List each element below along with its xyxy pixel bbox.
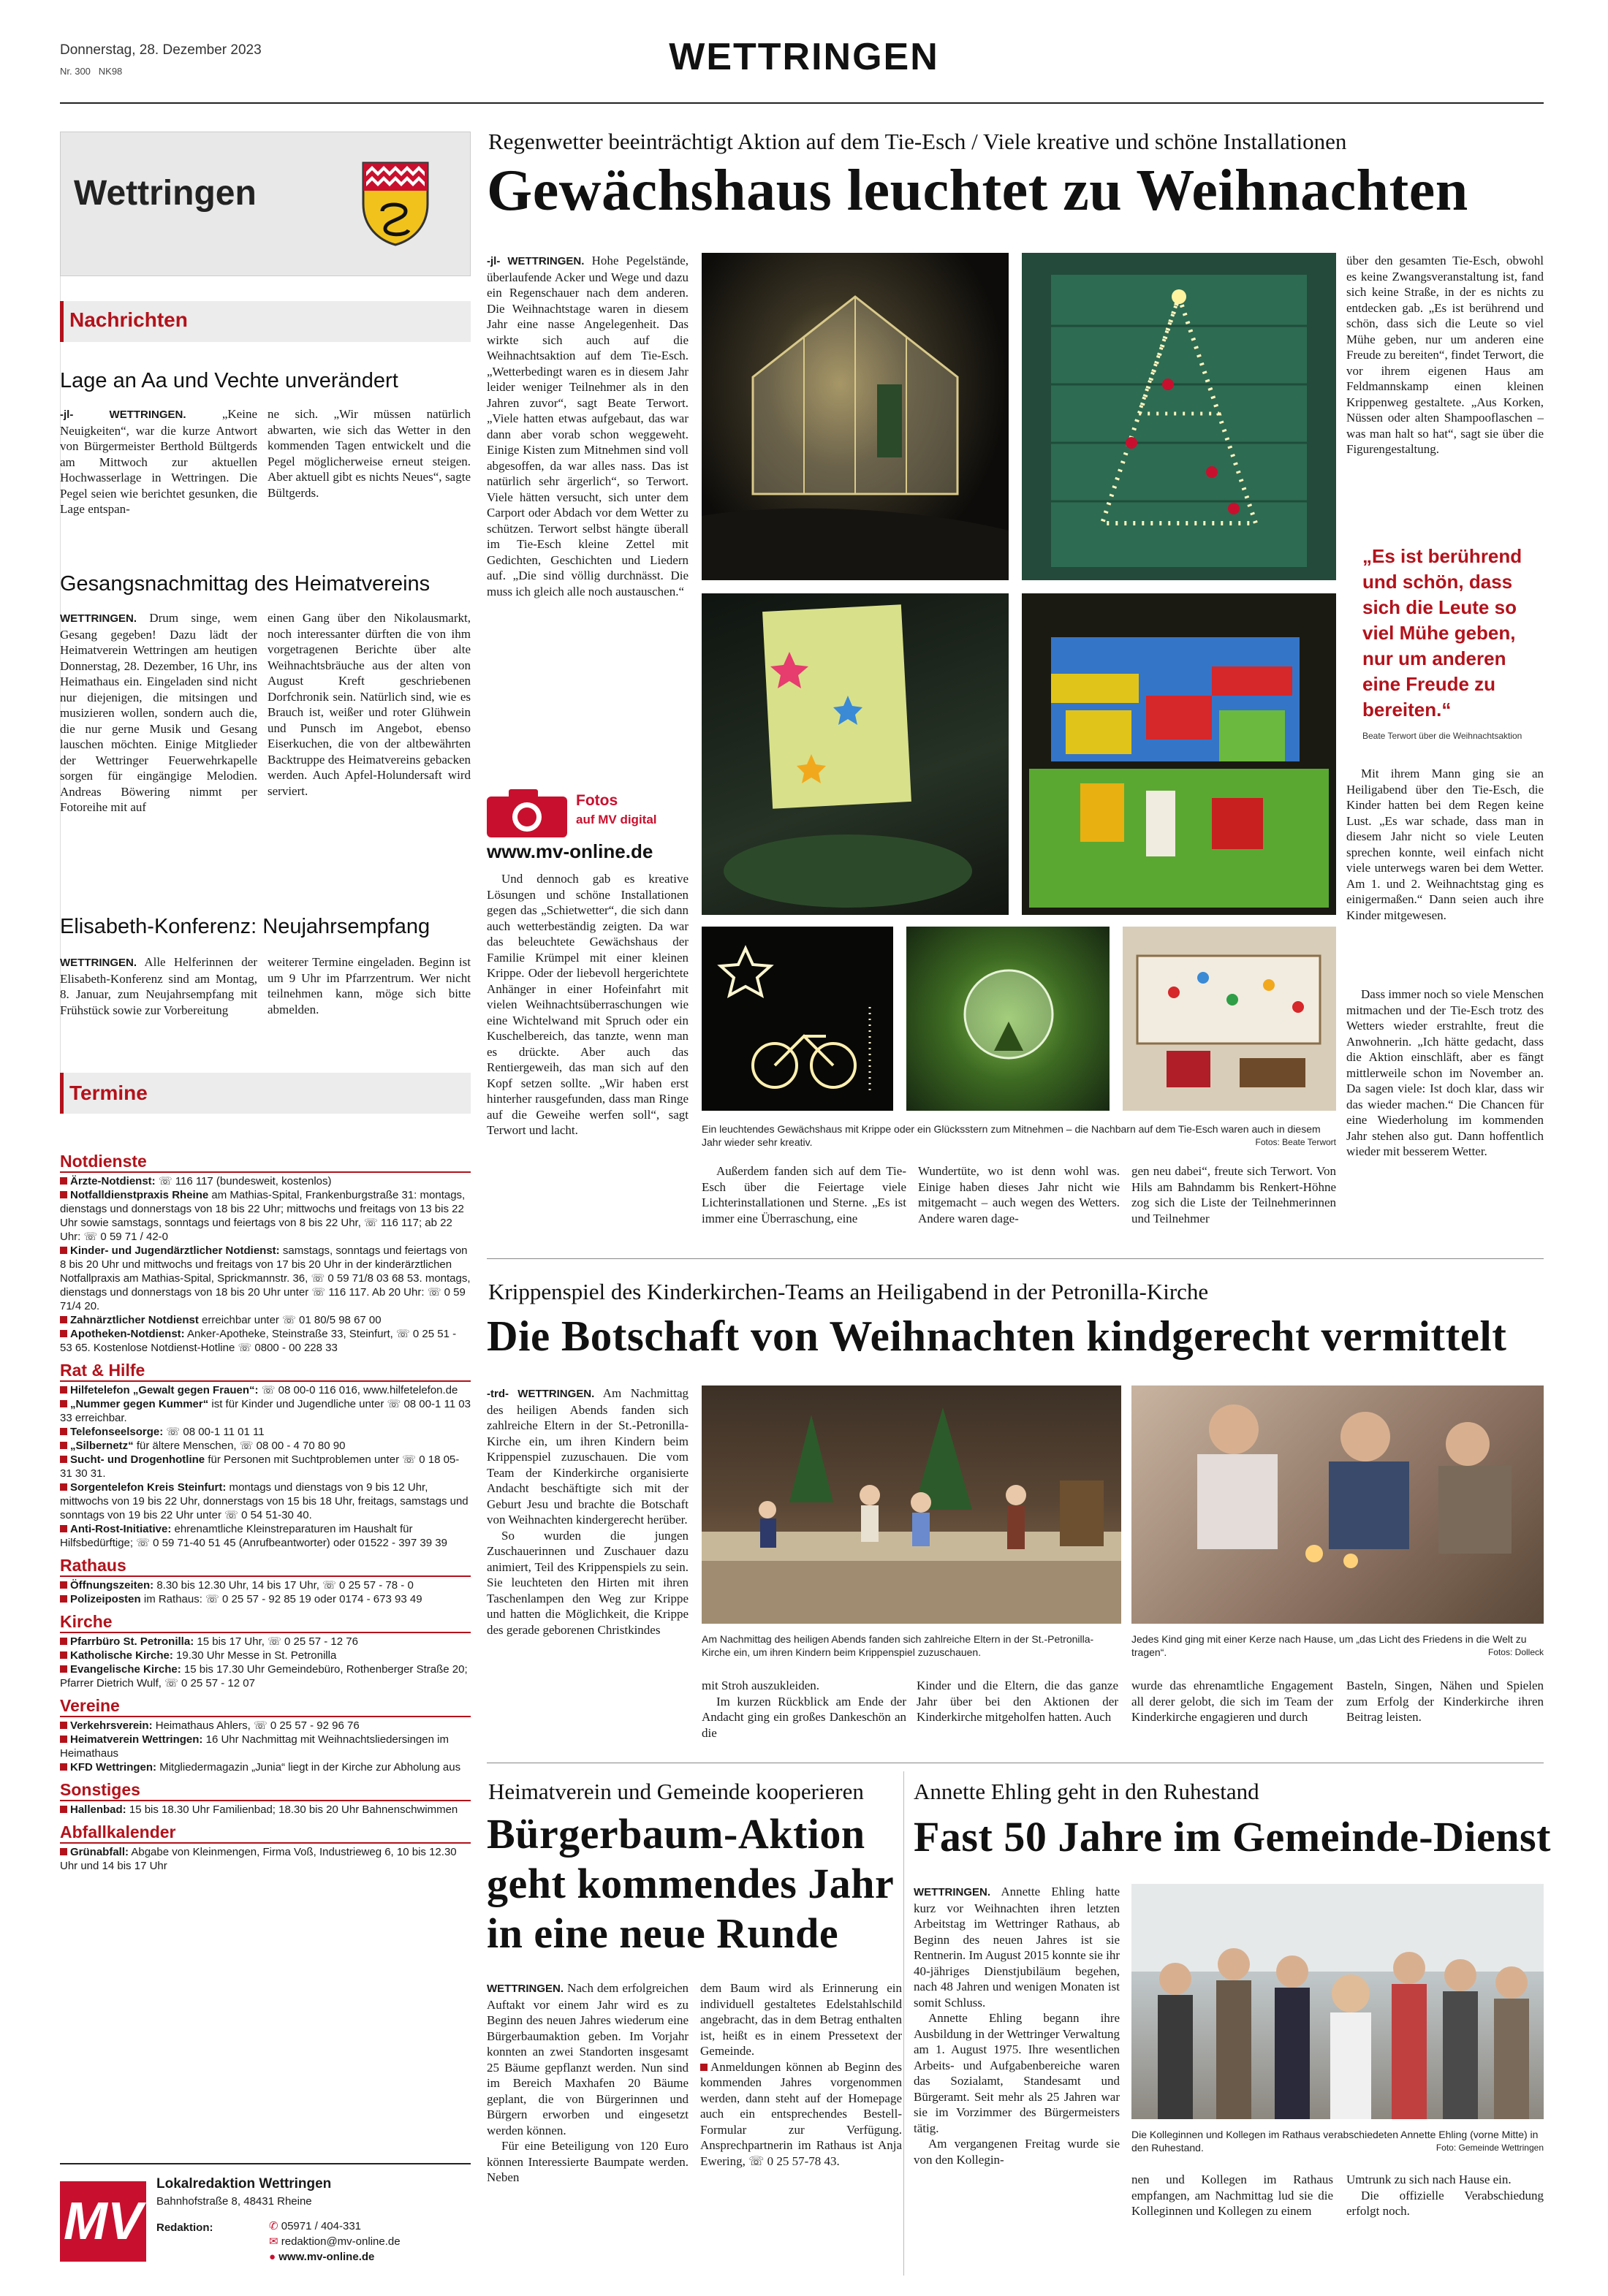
news2-dateline: WETTRINGEN. <box>60 612 137 625</box>
svc-cat-vereine: Vereine <box>60 1696 471 1717</box>
news1-col2 <box>268 406 471 501</box>
termine-label: Termine <box>69 1082 148 1104</box>
photo-trailer <box>1123 927 1336 1111</box>
article4-col2-text: nen und Kollegen im Rathaus empfangen, am Nachmittag lud sie die Kolleginnen und Kollegen zu einem <box>1131 2173 1333 2218</box>
news3-text1: Alle Helferinnen der Elisabeth-Konferenz sind am Montag, 8. Januar, zum Neujahrsempfang mit Frühstück sowie zur Vorbereitung <box>60 955 257 1017</box>
news2-text1: Drum singe, wem Gesang gegeben! Dazu lädt der Heimatverein Wettringen am heutigen Donnerstag, 28. Dezember, 16 Uhr, ins Heimathaus ein. Eingeladen sind nicht nur diejenigen, die mitsingen und musizieren wollen, sondern auch die, die nur gerne Musik und Gesang lauschen möchten. Einige Mitglieder der Wettringer Feuerwehrkapelle sorgen für eingängige Melodien. Andreas Böwering nimmt per Fotoreihe mit auf <box>60 611 258 814</box>
promo-line2: auf MV digital <box>576 813 657 826</box>
lit-bicycle-illustration <box>702 927 893 1111</box>
footer-phone-row <box>269 2219 401 2234</box>
article4-col2 <box>1131 2172 1333 2219</box>
article1-caption <box>702 1122 1336 1149</box>
article2-col2b-text: Im kurzen Rückblick am Ende der Andacht ging ein großes Dankeschön an die <box>702 1694 906 1740</box>
article2-col3-text: Kinder und die Eltern, die das ganze Jahr über bei den Aktionen der Kinderkirche mitgeholfen hatten. Auch <box>917 1679 1118 1724</box>
coat-of-arms-icon <box>360 160 431 246</box>
svc-cat-rathaus: Rathaus <box>60 1556 471 1577</box>
photo-nativity-play <box>702 1385 1121 1624</box>
pull-quote: „Es ist berührend und schön, dass sich die Leute so viel Mühe geben, nur um anderen eine Freude zu bereiten.“ <box>1362 545 1522 721</box>
article1-col1b <box>487 871 689 1139</box>
footer-name: Lokalredaktion Wettringen <box>156 2176 332 2192</box>
article4-col1-text: Annette Ehling hatte kurz vor Weihnachten ihren letzten Arbeitstag im Wettringer Rathaus, ab Beginn des neuen Jahres ist sie Rentnerin. Im August 2015 konnte sie ihr 40-jähriges Dienstjubiläum begehen, nach 48 Jahren und wenigen Monaten ist somit Schluss. <box>914 1885 1120 2010</box>
issue-nr: Nr. 300 <box>60 66 91 77</box>
article1-col4 <box>1131 1163 1336 1226</box>
news1-dateline: -jl- WETTRINGEN. <box>60 408 186 421</box>
footer-rule <box>60 2163 471 2164</box>
svc-group-rat-hilfe <box>60 1361 471 1550</box>
article3-kicker: Heimatverein und Gemeinde kooperieren <box>488 1779 864 1804</box>
article1-col5c-text: Dass immer noch so viele Menschen mitmachen und der Tie-Esch trotz des Wetters wieder erstrahlte, freut die Anwohnerin. „Ich hätte gedacht, dass die Aktion einschläft, aber es fängt mittlerweile schon im November an. Da sagen viele: Ist doch klar, dass wir das wieder machen.“ Die Chancen für eine Wiederholung im kommenden Jahr stehen also gut. Dann hoffentlich wieder mit besserem Wetter. <box>1346 987 1544 1158</box>
article4-col3b-text: Die offizielle Verabschiedung erfolgt noch. <box>1346 2188 1544 2218</box>
article3-headline <box>487 1809 894 1958</box>
sidebar-title-box <box>60 132 471 276</box>
mv-logo: MV <box>60 2181 146 2262</box>
bullet-icon <box>700 2064 708 2071</box>
svc-item: Grünabfall: Abgabe von Kleinmengen, Firma Voß, Industrieweg 6, 10 bis 12.30 Uhr und 14 bis 17 Uhr <box>60 1846 457 1872</box>
svc-item: Öffnungszeiten: 8.30 bis 12.30 Uhr, 14 bis 17 Uhr, ☏ 0 25 57 - 78 - 0 <box>60 1578 471 1592</box>
article1-col3-text: Wundertüte, wo ist denn wohl was. Einige haben dieses Jahr nicht wie mitgemacht – auch wegen des Wetters. Andere waren dage- <box>918 1164 1120 1225</box>
photo-greenhouse <box>702 253 1009 580</box>
svc-item: Katholische Kirche: 19.30 Uhr Messe in St. Petronilla <box>60 1649 471 1662</box>
photo-candles <box>1131 1385 1544 1624</box>
svc-item: Sorgentelefon Kreis Steinfurt: montags und dienstags von 9 bis 12 Uhr, mittwochs von 19 bis 22 Uhr, donnerstags von 15 bis 18 Uhr, freitags, samstags und sonntags von 19 bis 22 Uhr unter ☏ 0 54 51-30 40. <box>60 1481 469 1521</box>
svc-item: Telefonseelsorge: ☏ 08 00-1 11 01 11 <box>60 1425 471 1439</box>
greenhouse-illustration <box>702 253 1009 580</box>
article2-col1b-text: So wurden die jungen Zuschauerinnen und Zuschauer dazu animiert, Teil des Krippenspiels zu sein. Sie leuchteten den Hirten mit ihren Taschenlampen den Weg zur Krippe und hatten die Möglichkeit, die Krippe des gerade geborenen Christkindes <box>487 1528 689 1637</box>
article4-dateline: WETTRINGEN. <box>914 1886 990 1898</box>
article1-col1b-text: Und dennoch gab es kreative Lösungen und schöne Installationen gegen das „Schietwetter“, die sich dann auch wetterbeständig zeigten. Da war das beleuchtete Gewächshaus der Familie Krümpel mit einer kleinen Krippe. Oder der liebevoll hergerichtete Anhänger in einer Hofeinfahrt mit vielen Weihnachtsüberraschungen wie eine Wichtelwand mit Spruch oder ein Kuschelbereich, das tanzte, wenn man es drückte. Aber auch das Rentiergeweih, das man sich auf den Kopf setzen sollte. „Wir haben erst hinterher rausgefunden, dass man Ringe auf die Geweihe werfen soll“, sagt Terwort und lacht. <box>487 872 689 1137</box>
svc-item: Anti-Rost-Initiative: ehrenamtliche Kleinstreparaturen im Haushalt für Hilfsbedürftige; ☏ 0 59 71-40 51 45 (Anrufbeantworter) oder 01522 - 397 39 39 <box>60 1523 447 1549</box>
news2-col2 <box>268 610 471 799</box>
news1-text2: ne sich. „Wir müssen natürlich abwarten, wie sich das Wetter in den kommenden Tagen entwickelt und die Pegel möglicherweise erneut steigen. Aber aktuell gibt es nichts Neues“, sagte Bültgerds. <box>268 407 471 500</box>
article2-col2-text: mit Stroh auszukleiden. <box>702 1679 820 1692</box>
issue-date: Donnerstag, 28. Dezember 2023 <box>60 42 262 58</box>
article3-col1-text: Nach dem erfolgreichen Auftakt vor einem Jahr wird es zu Beginn des neuen Jahres wiederum eine Bürgerbaumaktion geben. Im Vorjahr konnten an zwei Standorten insgesamt 25 Bäume gepflanzt werden. Nun sind im Bereich Maxhafen 20 Bäume geplant, die von Bürgerinnen und Bürgern erworben und eingesetzt werden können. <box>487 1981 689 2137</box>
svc-item: Evangelische Kirche: 15 bis 17.30 Uhr Gemeindebüro, Rothenberger Straße 20; Pfarrer Dietrich Wulf, ☏ 0 25 57 - 12 07 <box>60 1663 468 1689</box>
svc-group-vereine <box>60 1696 471 1774</box>
photo-colleagues <box>1131 1884 1544 2119</box>
news2-headline: Gesangsnachmittag des Heimatvereins <box>60 572 431 596</box>
article2-col1 <box>487 1385 689 1638</box>
svc-cat-rat-hilfe: Rat & Hilfe <box>60 1361 471 1382</box>
article-divider <box>487 1258 1544 1259</box>
article1-col2-text: Außerdem fanden sich auf dem Tie-Esch über die Feiertage viele Lichterinstallationen und Sterne. „Es ist immer eine Überraschung, eine <box>702 1164 906 1225</box>
article1-col5a <box>1346 253 1544 457</box>
article1-caption-text: Ein leuchtendes Gewächshaus mit Krippe oder ein Glücksstern zum Mitnehmen – die Nachbarn auf dem Tie-Esch waren auch in diesem Jahr wieder sehr kreativ. <box>702 1123 1321 1148</box>
news3-dateline: WETTRINGEN. <box>60 957 137 969</box>
photo-lego-crib <box>1022 593 1336 915</box>
article4-col1c-text: Am vergangenen Freitag wurde sie von den Kollegin- <box>914 2137 1120 2167</box>
svc-group-kirche <box>60 1612 471 1690</box>
footer-address: Bahnhofstraße 8, 48431 Rheine <box>156 2195 312 2208</box>
article3-col1b-text: Für eine Beteiligung von 120 Euro können Interessierte Baumpate werden. Neben <box>487 2139 689 2184</box>
svc-group-notdienste <box>60 1152 471 1355</box>
photo-lit-bicycle <box>702 927 893 1111</box>
svc-item: Verkehrsverein: Heimathaus Ahlers, ☏ 0 25 57 - 92 96 76 <box>60 1719 471 1733</box>
section-title: WETTRINGEN <box>669 36 939 78</box>
svc-item: Apotheken-Notdienst: Anker-Apotheke, Steinstraße 33, Steinfurt, ☏ 0 25 51 - 53 65. Kostenlose Notdienst-Hotline ☏ 0800 - 00 228 33 <box>60 1328 457 1354</box>
svc-item: KFD Wettringen: Mitgliedermagazin „Junia“ liegt in der Kirche zur Abholung aus <box>60 1760 471 1774</box>
svc-item: Ärzte-Notdienst: ☏ 116 117 (bundesweit, kostenlos) <box>60 1174 471 1188</box>
article1-col5c <box>1346 987 1544 1160</box>
nachrichten-header <box>60 301 471 342</box>
news1-col1 <box>60 406 257 517</box>
article2-caption2-box <box>1131 1632 1544 1659</box>
camera-icon <box>487 788 567 837</box>
service-listings <box>60 1146 471 1873</box>
article1-col3 <box>918 1163 1120 1226</box>
article2-col4 <box>1131 1678 1333 1725</box>
article4-col3-text: Umtrunk zu sich nach Hause ein. <box>1346 2173 1512 2186</box>
article2-kicker: Krippenspiel des Kinderkirchen-Teams an Heiligabend in der Petronilla-Kirche <box>488 1279 1209 1304</box>
svc-item: Zahnärztlicher Notdienst erreichbar unter ☏ 01 80/5 98 67 00 <box>60 1313 471 1327</box>
sidebar-title: Wettringen <box>74 174 257 213</box>
footer-phone: 05971 / 404-331 <box>281 2220 362 2232</box>
promo-line1: Fotos <box>576 792 618 809</box>
footer-email[interactable]: redaktion@mv-online.de <box>281 2235 401 2248</box>
svc-cat-kirche: Kirche <box>60 1612 471 1633</box>
nativity-play-illustration <box>702 1385 1121 1624</box>
candles-illustration <box>1131 1385 1544 1624</box>
svc-group-abfall <box>60 1822 471 1873</box>
trailer-illustration <box>1123 927 1336 1111</box>
article4-caption: Die Kolleginnen und Kollegen im Rathaus verabschiedeten Annette Ehling (vorne Mitte) in den Ruhestand. <box>1131 2129 1539 2154</box>
article3-col2 <box>700 1980 902 2169</box>
wish-board-illustration <box>702 593 1009 915</box>
svc-item: Polizeiposten im Rathaus: ☏ 0 25 57 - 92 85 19 oder 0174 - 673 93 49 <box>60 1592 471 1606</box>
article4-col1 <box>914 1884 1120 2167</box>
article3-col2-text: dem Baum wird als Erinnerung ein individuell gestaltetes Edelstahlschild angebracht, das in dem Betrag enthalten ist, heißt es in einem Pressetext der Gemeinde. <box>700 1981 902 2058</box>
mail-icon: ✉ <box>269 2235 278 2248</box>
article3-dateline: WETTRINGEN. <box>487 1983 564 1995</box>
article1-col5b-text: Mit ihrem Mann ging sie an Heiligabend über den Tie-Esch, die Kinder hatten bei dem Regen keine Lust. „Es war schade, dass man in diesem Jahr nicht so viele Leuten sprechen konnte, weil einfach nicht viele unterwegs waren bei dem Wetter. Am 1. und 2. Weihnachtstag ging es einigermaßen.“ Dann seien auch ihre Kinder mitgewesen. <box>1346 767 1544 922</box>
article1-col1 <box>487 253 689 599</box>
news2-text2: einen Gang über den Nikolausmarkt, noch interessanter dürften die von ihm vorgetragenen Berichte über alte Weihnachtsbräuche aus der alten von August Kreft geschriebenen Dorfchronik sein. Natürlich sind, wie es Brauch ist, weißer und roter Glühwein und Punsch im Angebot, ebenso Eiserkuchen, die von der altbewährten Backtruppe des Heimatvereins gebacken werden. Auch Apfel-Holundersaft wird serviert. <box>268 611 471 798</box>
article3-col2b-text: Anmeldungen können ab Beginn des kommenden Jahres vorgenommen werden, dann steht auf der Homepage auch ein entsprechendes Bestell-Formular zur Verfügung. Ansprechpartnerin im Rathaus ist Anja Ewering, ☏ 0 25 57-78 43. <box>700 2059 902 2168</box>
svc-cat-notdienste: Notdienste <box>60 1152 471 1173</box>
lego-crib-illustration <box>1022 593 1336 915</box>
svc-item: Sucht- und Drogenhotline für Personen mit Suchtproblemen unter ☏ 0 18 05-31 30 31. <box>60 1453 460 1480</box>
promo-url[interactable]: www.mv-online.de <box>487 840 653 862</box>
globe-icon: ● <box>269 2251 276 2263</box>
article3-headline-line: in eine neue Runde <box>487 1909 839 1957</box>
footer-contacts <box>269 2219 401 2265</box>
colleagues-illustration <box>1131 1884 1544 2119</box>
photo-wish-board <box>702 593 1009 915</box>
article1-dateline: -jl- WETTRINGEN. <box>487 255 585 267</box>
article1-kicker: Regenwetter beeinträchtigt Aktion auf dem Tie-Esch / Viele kreative und schöne Installationen <box>488 129 1347 154</box>
article1-col5a-text: über den gesamten Tie-Esch, obwohl es keine Zwangsveranstaltung ist, fand sich keine Straße, in der es nichts zu entdecken gab. „Es ist berührend und schön, dass sich die Leute so viel Mühe geben, nur um anderen eine Freude zu bereiten“, findet Terwort, die vor ihrem eigenen Haus am Feldmannskamp einen kleinen Krippenweg gestaltete. „Aus Korken, Nüssen oder alten Shampooflaschen – was man halt so hat“, sagt sie über die Figurengestaltung. <box>1346 254 1544 456</box>
svc-group-rathaus <box>60 1556 471 1606</box>
article3-headline-line: geht kommendes Jahr <box>487 1860 895 1907</box>
photo-glass-ornament <box>906 927 1110 1111</box>
article2-caption2: Jedes Kind ging mit einer Kerze nach Hause, um „das Licht des Friedens in die Welt zu tragen“. <box>1131 1633 1527 1658</box>
news2-col1 <box>60 610 257 816</box>
svc-cat-sonstiges: Sonstiges <box>60 1780 471 1801</box>
svc-item: „Silbernetz“ für ältere Menschen, ☏ 08 00 - 4 70 80 90 <box>60 1439 471 1453</box>
article2-credit: Fotos: Dolleck <box>1487 1647 1544 1657</box>
news3-col1 <box>60 954 257 1018</box>
svc-item: Kinder- und Jugendärztlicher Notdienst: samstags, sonntags und feiertags von 8 bis 20 Uhr und mittwochs und freitags von 17 bis 20 Uhr in der kinderärztlichen Notfallpraxis am Mathias-Spital, Sprickmannstr. 36, ☏ 0 59 71/8 03 68 53. montags, dienstags und donnerstags von 18 bis 20 Uhr unter ☏ 116 117. Ab 20 Uhr: ☏ 0 59 71/4 20. <box>60 1244 471 1312</box>
article1-credit: Fotos: Beate Terwort <box>1255 1137 1336 1147</box>
svc-item: Notfalldienstpraxis Rheine am Mathias-Spital, Frankenburgstraße 31: montags, dienstags und donnerstags von 18 bis 22 Uhr; mittwochs und freitags von 13 bis 22 Uhr sowie samstags, sonntags und feiertags von 8 bis 22 Uhr, ☏ 116 117; ab 22 Uhr: ☏ 0 59 71 / 42-0 <box>60 1189 466 1243</box>
article1-col5b <box>1346 766 1544 923</box>
article2-col5-text: Basteln, Singen, Nähen und Spielen zum Erfolg der Kinderkirche ihren Beitrag leisten. <box>1346 1679 1544 1724</box>
svc-item: Hallenbad: 15 bis 18.30 Uhr Familienbad; 18.30 bis 20 Uhr Bahnenschwimmen <box>60 1803 471 1817</box>
svc-item: Hilfetelefon „Gewalt gegen Frauen“: ☏ 08 00-0 116 016, www.hilfetelefon.de <box>60 1383 471 1397</box>
article1-col1-text: Hohe Pegelstände, überlaufende Acker und Wege und dazu ein Regenschauer nach dem anderen. Die Weihnachtstage waren in diesem Jahr eine nasse Angelegenheit. Das wirkte sich auch auf die Weihnachtsaktion auf dem Tie-Esch. „Wetterbedingt waren es in diesem Jahr leider weniger Teilnehmer als in den Jahren zuvor“, sagt Beate Terwort. „Viele hatten etwas aufgebaut, das war dann aber vorab schon weggeweht. Einige Kisten zum Mitnehmen sind voll abgesoffen, da war alles nass. Das ist natürlich sehr ärgerlich“, so Terwort. Viele hätten versucht, sich unter dem Carport oder Abdach vor dem Wetter zu schützen. Terwort selbst hängte überall im Tie-Esch kleine Zettel mit Gedichten, Geschichten und Liedern auf. „Die sind völlig durchnässt. Die muss ich gleich alle noch austauschen.“ <box>487 254 689 598</box>
article1-col2 <box>702 1163 906 1226</box>
news1-text1: „Keine Neuigkeiten“, war die kurze Antwort von Bürgermeister Berthold Bültgerds am Mittwoch zur aktuellen Hochwasserlage in Wettringen. Die Pegel seien wie berichtet gesunken, die Lage entspan- <box>60 407 257 516</box>
article-column-divider <box>903 1771 904 2276</box>
photo-star-tree <box>1022 253 1336 580</box>
article2-col4-text: wurde das ehrenamtliche Engagement all derer gelobt, die sich im Team der Kinderkirche engagieren und durch <box>1131 1679 1333 1724</box>
article1-headline: Gewächshaus leuchtet zu Weihnachten <box>487 159 1468 223</box>
svc-group-sonstiges <box>60 1780 471 1817</box>
phone-icon: ✆ <box>269 2220 278 2232</box>
lighted-tree-illustration <box>1022 253 1336 580</box>
article4-headline: Fast 50 Jahre im Gemeinde-Dienst <box>914 1813 1551 1860</box>
news3-text2: weiterer Termine eingeladen. Beginn ist um 9 Uhr im Pfarrzentrum. Wer nicht teilnehmen kann, möge sich bitte abmelden. <box>268 955 471 1016</box>
article2-headline: Die Botschaft von Weihnachten kindgerecht vermittelt <box>487 1312 1507 1360</box>
article2-caption1: Am Nachmittag des heiligen Abends fanden sich zahlreiche Eltern in der St.-Petronilla-Kirche ein, um ihren Kindern beim Krippenspiel zuzuschauen. <box>702 1633 1094 1658</box>
footer-email-row[interactable] <box>269 2234 401 2249</box>
article4-credit: Foto: Gemeinde Wettringen <box>1436 2143 1544 2153</box>
article1-col4-text: gen neu dabei“, freute sich Terwort. Von Hils am Bahndamm bis Renkert-Höhne zog sich die Liste der Teilnehmerinnen und Teilnehmer <box>1131 1164 1336 1225</box>
glass-ornament-illustration <box>906 927 1110 1111</box>
article2-col3 <box>917 1678 1118 1725</box>
footer-web[interactable]: www.mv-online.de <box>278 2251 375 2263</box>
svc-cat-abfall: Abfallkalender <box>60 1822 471 1844</box>
photo-promo[interactable] <box>487 788 689 861</box>
news3-headline: Elisabeth-Konferenz: Neujahrsempfang <box>60 915 431 938</box>
article4-col1b-text: Annette Ehling begann ihre Ausbildung in der Wettringer Verwaltung am 1. August 1975. Ihre wesentlichen Arbeits- und Aufgabenbereiche waren das Sozialamt, Standesamt und Bürgeramt. Seit mehr als 25 Jahren war sie im Vorzimmer des Bürgermeisters tätig. <box>914 2011 1120 2135</box>
article4-col3 <box>1346 2172 1544 2219</box>
svc-item: Heimatverein Wettringen: 16 Uhr Nachmittag mit Weihnachtsliedersingen im Heimathaus <box>60 1733 449 1760</box>
footer-web-row[interactable] <box>269 2249 401 2265</box>
article3-col1 <box>487 1980 689 2186</box>
footer-label: Redaktion: <box>156 2221 213 2234</box>
article4-caption-box <box>1131 2128 1544 2154</box>
article4-kicker: Annette Ehling geht in den Ruhestand <box>914 1779 1259 1804</box>
article2-col1-text: Am Nachmittag des heiligen Abends fanden sich zahlreiche Eltern in der St.-Petronilla-Kirche ein, um ihren Kindern beim Krippenspiel zuzuschauen. Die vom Team der Kinderkirche organisierte Andacht beschäftigte sich mit der Geburt Jesu und brachte die Botschaft von Weihnachten kindergerecht herüber. <box>487 1386 689 1527</box>
svc-item: Pfarrbüro St. Petronilla: 15 bis 17 Uhr, ☏ 0 25 57 - 12 76 <box>60 1635 471 1649</box>
edition-code: NK98 <box>98 66 123 77</box>
header-rule <box>60 102 1544 104</box>
article2-col2 <box>702 1678 906 1741</box>
termine-header <box>60 1073 471 1114</box>
article3-headline-line: Bürgerbaum-Aktion <box>487 1810 865 1858</box>
svc-item: „Nummer gegen Kummer“ ist für Kinder und Jugendliche unter ☏ 08 00-1 11 03 33 erreichbar. <box>60 1398 471 1424</box>
pull-quote-source: Beate Terwort über die Weihnachtsaktion <box>1362 731 1522 741</box>
article2-col5 <box>1346 1678 1544 1725</box>
nachrichten-label: Nachrichten <box>69 308 188 331</box>
news1-headline: Lage an Aa und Vechte unverändert <box>60 369 398 392</box>
article2-dateline: -trd- WETTRINGEN. <box>487 1388 595 1400</box>
news3-col2 <box>268 954 471 1017</box>
